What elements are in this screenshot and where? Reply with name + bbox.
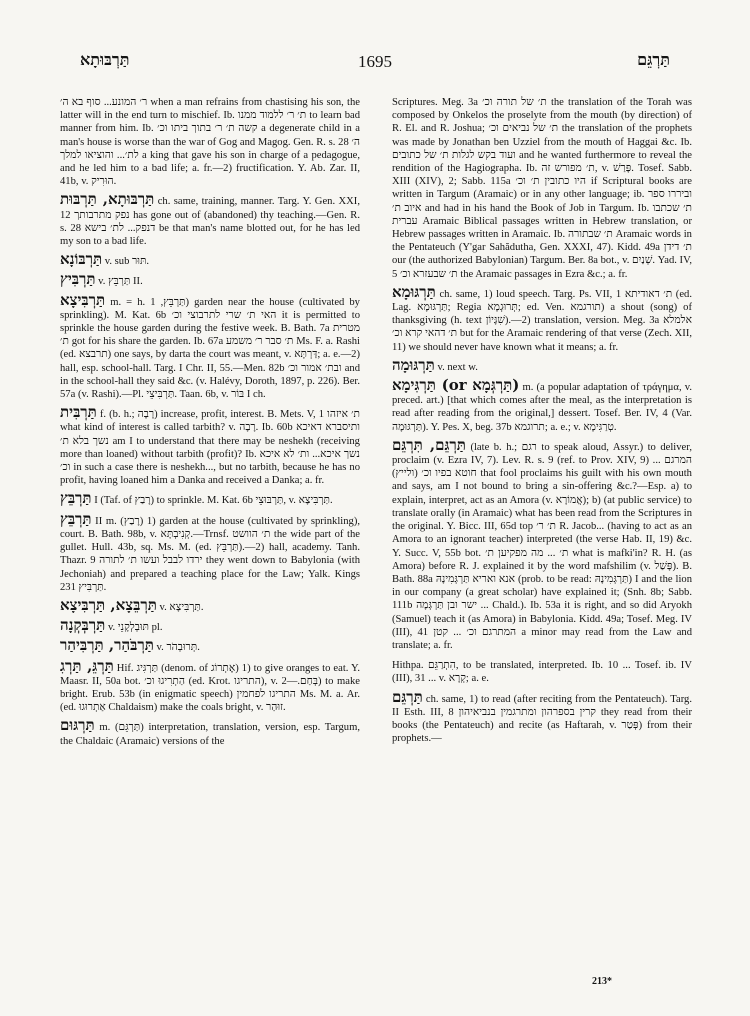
entry	[60, 597, 360, 614]
definition: ch. same, 1) loud speech. Targ. Ps. VII, 1 ת׳ דאודיתא (ed. Lag. תַּרְגּוּמָא; Regia תְּרוּגְמָא; ed. Ven. תורגמא) a shout (song) of thanksgiving (h. text שִׁגָּיוֹן).—2) translation, version. Meg. 3a אלמלא ת׳ דהאי קרא וכ׳ but for the Aramaic rendering of that verse (Zech. XII, 11) we should never have known what it means; a. fr.	[392, 288, 692, 353]
entry	[60, 511, 360, 594]
right-column	[392, 92, 692, 994]
definition: v. תּוּבְלְקָנֵי pl.	[107, 622, 163, 634]
headword: תַּרְבִּיצָא	[60, 290, 106, 309]
page-number: 1695	[358, 52, 392, 71]
entry	[392, 357, 692, 374]
headword: תַּרְבֵּץ	[60, 489, 92, 508]
entry	[60, 658, 360, 715]
entry	[60, 251, 360, 268]
headword: תַּרְבֵּץ	[60, 509, 92, 528]
entry	[392, 689, 692, 746]
entry	[60, 617, 360, 634]
entry	[392, 377, 692, 434]
headword: תַּרְבּוֹנָא	[60, 250, 103, 269]
entry	[60, 717, 360, 747]
definition: m. (תַּרְגֵּם) interpretation, translation, version, esp. Targum, the Chaldaic (Aramaic) versions of the	[60, 722, 360, 747]
entry	[60, 191, 360, 248]
entry	[60, 292, 360, 402]
headword: תַּרְבֵּצָא, תַּרְבִּיצָא	[60, 595, 157, 614]
left-column	[60, 92, 360, 994]
definition: Hif. תַּרְגִּיג (denom. of אֶתְרוֹג) 1) to give oranges to eat. Y. Maasr. II, 50a bot. הַתְרִיגוּ וכ׳ (ed. Krot. התריגו), v. בְּחַם.—2) to make bright. Erub. 53b (in enigmatic speech) התריגו לפחמין Ms. M. a. Ar. (ed. אַתְרוּגוּ Chaldaism) make the coals bright, v. זוּהַר.	[60, 662, 360, 714]
definition: m. (a popular adaptation of τράγημα, v. preced. art.) [that which comes after the meal, as the interpretation is read after reading from the original,] dessert. Tosef. Ber. IV, 4 (Var. תַּרְגּוּמָה). Y. Pes. X, beg. 37b תרוגמא; a. e.; v. טְרַגִּימָא.	[392, 382, 692, 433]
headword: תַּרְגּוּם	[60, 716, 95, 735]
definition: I (Taf. of רָבַץ) to sprinkle. M. Kat. 6b תַּרְבּוּצֵי, v. תַּרְבִּיצָא.	[94, 495, 333, 507]
running-header	[80, 52, 670, 76]
definition: ר׳ המונע... סוף בא ה׳ when a man refrains from chastising his son, the latter will in the end turn to mischief. Ib. ת׳ ר׳ ללמוד ממנו to learn bad manner from him. Ib. קשה ת׳ ר׳ בתוך ביתו וכ׳ a degenerate child in a man's house is worse than the war of Gog and Magog. Gen. R. s. 28 ה׳ לת׳... והוציאו למלך a king that gave his son in charge of a pedagogue, and he led him to a bad life; a. fr.—2) fructification. Y. Ab. Zar. II, 41b, v. הוּרִיק.	[60, 97, 360, 188]
headword: תַּרְגּוּמָה	[392, 355, 435, 374]
entry	[60, 92, 360, 188]
definition: ch. same, 1) to read (after reciting from the Pentateuch). Targ. II Esth. III, 8 קרין בספרהון ומתרגמין בנביאיהון they read from their books (the Pentateuch) and recite (as Haftarah, v. פְּטַר) from their prophets.—	[392, 693, 692, 745]
definition: v. תַּרְבֵּץ II.	[98, 276, 143, 288]
header-left-word: תַּרְבּוּתָא	[80, 52, 130, 69]
headword: תַּרְגֵּם, תִּרְגֵּם	[392, 435, 466, 454]
headword: תַּרְגֵּם	[392, 687, 423, 706]
header-right-word: תַּרְגֵּם	[637, 52, 670, 69]
entry	[392, 284, 692, 354]
definition: v. next w.	[437, 361, 478, 373]
entry	[392, 92, 692, 281]
definition: v. sub תּוּר.	[104, 256, 150, 268]
definition: (late b. h.; רגם to speak aloud, Assyr.) to deliver, proclaim (v. Ezra IV, 7). Lev. R. s. 9 (ref. to Prov. XIV, 9) המרגם ... חוטא בפיו וכ׳ (ולייץ) that fool proclaims his guilt with his own mouth and says, am I not bound to bring a sin-offering &c.?—Esp. a) to explain, interpret, act as an Amora (v. אֲמוֹרָא); b) (at public service) to translate orally (in Aramaic) what has been read from the Scriptures in the original. Y. Bicc. III, 65d top ת׳ ר׳ R. Jacob... (having to act as an Amora to an ignorant teacher) interpreted (the verse Hab. II, 19) &c. Y. Succ. V, 55b bot. ת׳ ... מה מפקיען ת׳ what is mafki'in? R. H. (as Amora) before R. J. explained it by the word mafshilim (v. פָּשַׁל). B. Bath. 88a אנא ואריא תַּרְגְּמִינָהּ (prob. to be read: תַּרְגְּמִינָהּ) I and the lion in our company (a great scholar) have explained it; (Snh. 8b; Sabb. 111b ישר ובן תַּרְגְּמָה ... Chald.). Ib. 53a it is right, and so did Aryokh (Samuel) teach it (as Amora) in Babylonia. Kidd. 49a; Tosef. Meg. IV (III), 41 המתרגם וכ׳ ... קטן a minor may read from the Law and translate; a. fr.	[392, 441, 692, 651]
definition: II m. (רָבַץ) 1) garden at the house (cultivated by sprinkling), court. B. Bath. 98b, v. קְנִיבְתָּא.—Trnsf. ת׳ הוושט the wide part of the gullet. Hull. 43b, sq. Ms. M. (ed. תַּרְבֵּץ).—2) hall, academy. Tanh. Thazr. 9 ירדו לבבל ועשו ת׳ לתורה they went down to Babylonia (with Jechoniah) and prepared a teaching place for the Law; Yalk. Kings 231 תַּרְבִּיץ.	[60, 515, 360, 593]
entry	[60, 637, 360, 654]
definition: ch. same, training, manner. Targ. Y. Gen. XXI, 12 נפק מתרבותך has gone out of (abandoned) thy teaching.—Gen. R. s. 28 דנפק... לת׳ בישא be that man's name blotted out, for he has led my son to a bad life.	[60, 196, 360, 248]
definition: m. = h. תַּרְבֵּץ, 1) garden near the house (cultivated by sprinkling). M. Kat. 6b האי ת׳ שרי לתרבוצי וכ׳ it is permitted to sprinkle the house garden during the festive week. B. Bath. 7a מטרית ת׳ got for his share the garden. Ib. 67a ת׳ סבר ר׳ משמע Ms. F. a. Rashi (ed. תרבצא) one says, by darta the court was meant, v. דַּרְתָּא; a. e.—2) hall, esp. school-hall. Targ. I Chr. II, 55.—Men. 82b ובת׳ אמור וכ׳ and in the school-hall they said &c. (v. Halévy, Doroth, 1897, p. 226). Ber. 57a (v. Rashi).—Pl. תַּרְבִּיצֵי. Taan. 6b, v. בּוֹר I ch.	[60, 296, 360, 401]
entry	[60, 490, 360, 507]
definition: v. תַּרְבִּיצָא.	[159, 601, 204, 613]
signature-mark: 213*	[592, 976, 612, 987]
definition: v. תְּרוּבְהֹר.	[156, 642, 200, 654]
headword: תַּרְבְּקְנָה	[60, 616, 106, 635]
headword: תַּרְגֵּ, תַּרְגִ	[60, 656, 114, 675]
headword: תַּרְבִּית	[60, 403, 97, 422]
headword: תַּרְבִּיץ	[60, 270, 96, 289]
entry	[392, 655, 692, 685]
definition: Scriptures. Meg. 3a ת׳ של תורה וכ׳ the translation of the Torah was composed by Onkelos the proselyte from the mouth (by direction) of R. El. and R. Joshua; ת׳ של נביאים וכ׳ the translation of the prophets was made by Jonathan ben Uzziel from the mouth of Haggai &c. Ib. ועוד בקש לגלות ת׳ של כתובים and he wanted furthermore to reveal the rendition of the Hagiographa. Ib. ת׳ מפורש זה, v. פָּרַשׁ. Tosef. Sabb. XIII (XIV), 2; Sabb. 115a היו כתובין ת׳ וכ׳ if Scriptural books are written in Targum (Aramaic) or in any other language; ib. וביררו ספר איוב ת׳ and had in his hand the Book of Job in Targum. Ib. ת׳ שכתבו עברית Aramaic Biblical passages written in Hebrew translation, or Hebrew passages written in Aramaic. Ib. ת׳ שבתורה Aramaic words in the Pentateuch (Y'gar Sahădutha, Gen. XXXI, 47). Kidd. 49a ת׳ דידן our (the authorized Babylonian) Targum. Ber. 8a bot., v. שְׁנַיִם. Yad. IV, 5 ת׳ שבעזרא וכ׳ the Aramaic passages in Ezra &c.; a. fr.	[392, 97, 692, 280]
headword: תַּרְגִּימָא (or תַּרְגְּמָא)	[392, 376, 520, 395]
definition: f. (b. h.; רָבָה) increase, profit, interest. B. Mets. V, 1 ת׳ איזהו what kind of interest is called tarbith? v. רָבָה. Ib. 60b ותיסברא דאיכא נשך בלא ת׳ am I to understand that there may be neshekh (receiving more than loaned) without tarbith (profit)? Ib. נשך איכא... ות׳ לא איכא וכ׳ in such a case there is neshekh..., but no tarbith, because he has no profit, having loaned him a Danka and received a Danka; a. fr.	[60, 409, 360, 487]
headword: תַּרְבֹּהַר, תַּרְבִּיהַר	[60, 636, 154, 655]
entry	[392, 437, 692, 652]
definition: Hithpa. הִתְרַגֵּם, to be translated, interpreted. Ib. 10 ... Tosef. ib. IV (III), 31 ... v. קְרָא; a. e.	[392, 660, 692, 685]
entry	[60, 404, 360, 487]
headword: תַּרְגּוּמָא	[392, 282, 436, 301]
headword: תַּרְבּוּתָא, תַּרְבּוּת	[60, 190, 155, 209]
entry	[60, 271, 360, 288]
